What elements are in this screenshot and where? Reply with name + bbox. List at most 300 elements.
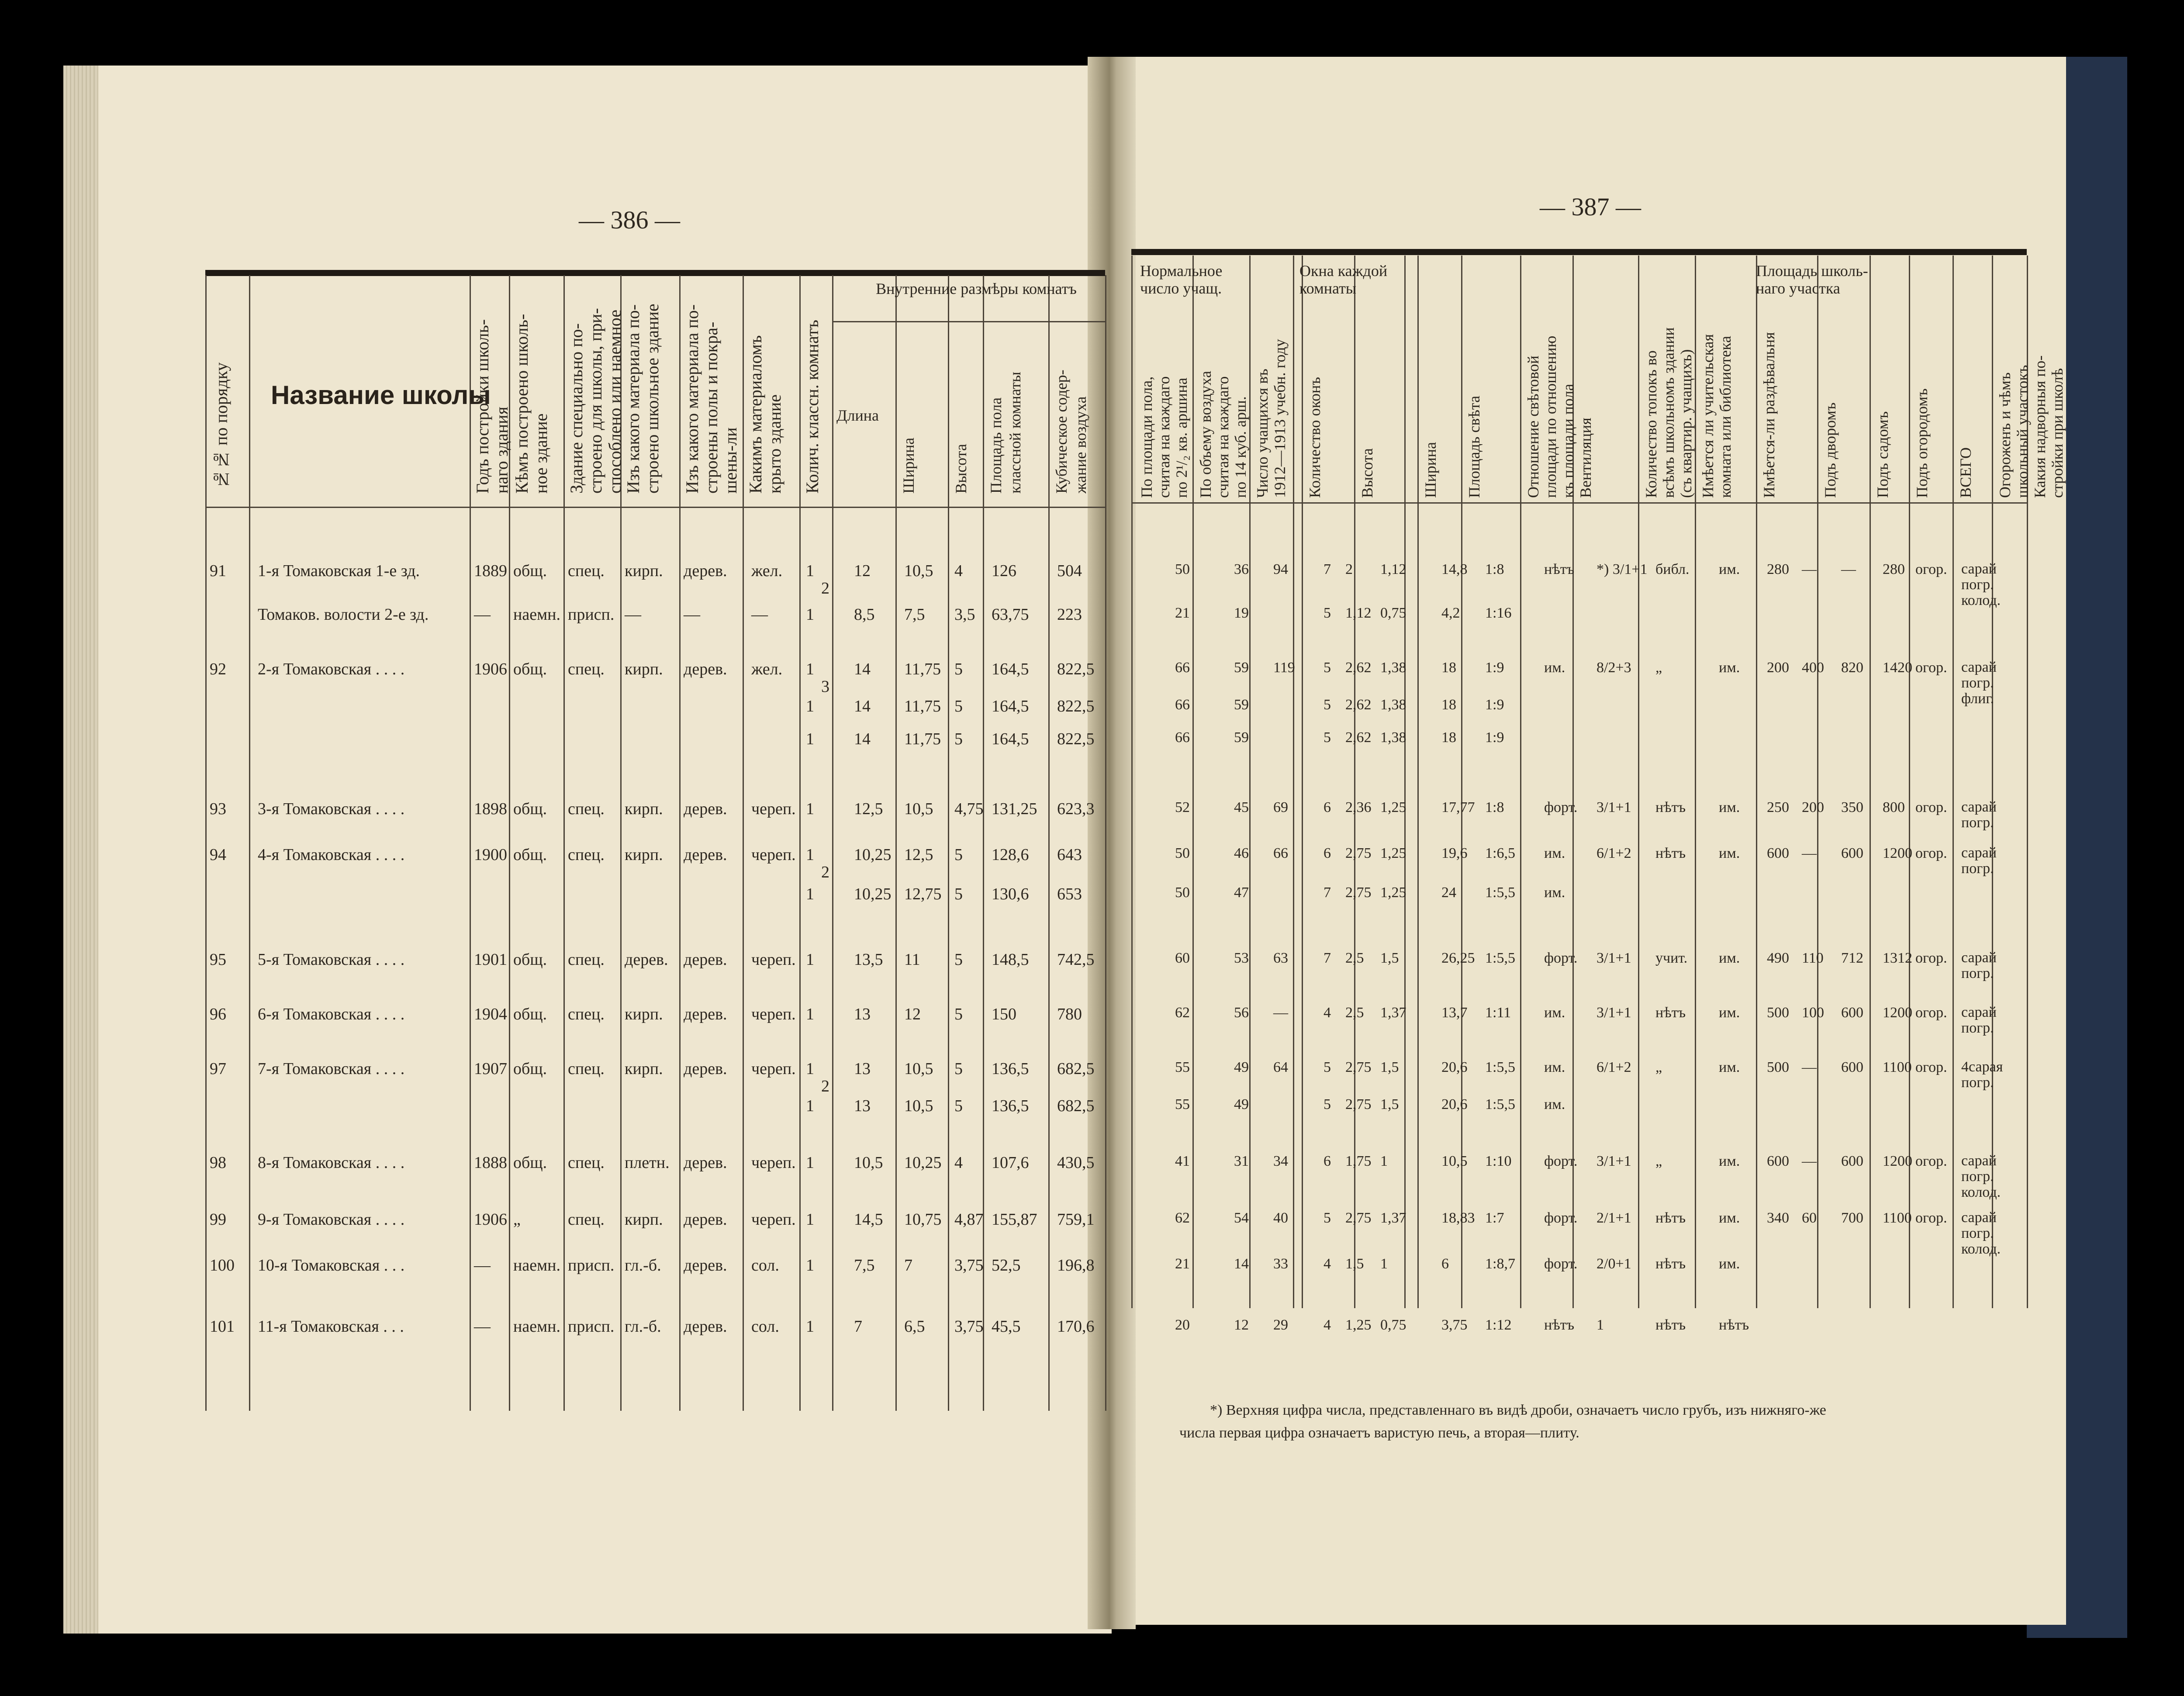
table-cell: 2,5 [1345,950,1364,966]
table-cell: 5 [954,950,963,969]
table-cell: общ. [513,660,547,678]
column-header: Годъ постройки школь- наго здания [473,319,511,494]
table-cell: 1,5 [1380,1096,1399,1112]
table-cell: 97 [210,1060,226,1078]
left-dims-line [832,321,1105,322]
table-cell: 2,75 [1345,884,1372,901]
table-cell: 4 [954,1154,963,1172]
table-cell: дерев. [684,1154,727,1172]
table-cell: 780 [1057,1005,1082,1023]
left-top-rule [205,270,1105,276]
dims-subheader: Ширина [900,437,917,494]
table-cell: 1:5,5 [1485,1059,1515,1075]
table-cell: сол. [751,1317,779,1336]
table-cell: — [1273,1005,1288,1021]
table-cell: 5 [954,1097,963,1115]
table-cell: 11-я Томаковская . . . [258,1317,404,1336]
table-cell: 400 [1802,660,1824,676]
table-cell: форт. [1544,799,1578,815]
table-cell: огор. [1915,1210,1947,1226]
table-title: Название школы [271,380,491,410]
table-cell: 1200 [1883,845,1912,861]
table-cell: 5 [1324,729,1331,746]
table-cell: им. [1719,845,1740,861]
table-cell: дерев. [684,1256,727,1275]
table-cell: 196,8 [1057,1256,1095,1275]
table-cell: 10,25 [854,885,892,903]
right-column-line [1520,256,1521,1308]
table-cell: череп. [751,800,796,818]
table-cell: 1:8 [1485,799,1504,815]
table-cell: 4сарая погр. [1961,1059,2003,1091]
footnote-line-2: числа первая цифра означаетъ варистую печь, а вторая—плиту. [1179,1425,1579,1441]
left-column-line [249,275,250,1411]
table-cell: 4-я Томаковская . . . . [258,846,405,864]
table-cell: 13,5 [854,950,883,969]
table-cell: 5 [954,885,963,903]
table-cell: — [1802,561,1817,577]
table-cell: 21 [1175,1256,1190,1272]
table-cell: 500 [1767,1005,1789,1021]
table-cell: спец. [568,800,605,818]
table-cell: дерев. [684,1210,727,1229]
table-cell: 5 [1324,697,1331,713]
table-cell: 5 [1324,660,1331,676]
table-cell: — [625,605,641,624]
table-cell: 4,75 [954,800,984,818]
table-cell: дерев. [684,1317,727,1336]
table-cell: 350 [1841,799,1863,815]
table-cell: 11,75 [904,730,941,748]
table-cell: общ. [513,846,547,864]
table-cell: форт. [1544,1153,1578,1169]
table-cell: 66 [1175,697,1190,713]
column-header: Количество оконъ [1306,377,1324,498]
table-cell: 1:10 [1485,1153,1512,1169]
column-header: Колич. классн. комнатъ [802,320,822,494]
table-cell: сарай погр. [1961,1004,1997,1036]
table-cell: 1:5,5 [1485,950,1515,966]
table-cell: нѣтъ [1655,1256,1686,1272]
table-cell: 10-я Томаковская . . . [258,1256,405,1275]
table-cell: 3-я Томаковская . . . . [258,800,405,818]
table-cell: 712 [1841,950,1863,966]
table-cell: 12 [854,562,871,580]
table-cell: 5 [954,660,963,678]
table-cell: 55 [1175,1059,1190,1075]
table-cell: 13,7 [1441,1005,1468,1021]
right-column-line [1695,256,1696,1308]
table-cell: им. [1719,561,1740,577]
column-header: Какия надворныя по- стройки при школѣ [2031,355,2066,498]
table-cell: 430,5 [1057,1154,1095,1172]
table-cell: 92 [210,660,226,678]
table-cell: 26,25 [1441,950,1475,966]
table-cell: 280 [1883,561,1905,577]
table-cell: 5 [1324,1210,1331,1226]
column-header: Высота [1358,448,1376,498]
table-cell: 2,62 [1345,660,1372,676]
table-cell: череп. [751,1154,796,1172]
table-cell: 10,5 [854,1154,883,1172]
table-cell: 150 [992,1005,1016,1023]
table-cell: 742,5 [1057,950,1095,969]
table-cell: 2/0+1 [1597,1256,1631,1272]
table-cell: 34 [1273,1153,1288,1169]
table-cell: огор. [1915,1153,1947,1169]
table-cell: 1900 [474,846,507,864]
left-column-line [563,275,565,1411]
class-group: 2 [821,863,829,881]
table-cell: 6/1+2 [1597,845,1631,861]
table-cell: 600 [1841,1153,1863,1169]
table-cell: 1:5,5 [1485,884,1515,901]
table-cell: 600 [1841,845,1863,861]
table-cell: — [1802,1059,1817,1075]
right-column-line [1354,256,1355,1308]
table-cell: им. [1544,1096,1565,1112]
column-header: Кѣмъ построено школь- ное здание [512,314,551,494]
left-column-line [895,275,897,1411]
table-cell: 13 [854,1005,871,1023]
column-header: Ширина [1422,442,1439,498]
dims-length-header: Длина [836,407,879,424]
table-cell: 1 [806,1256,814,1275]
table-cell: 1312 [1883,950,1912,966]
table-cell: сарай погр. [1961,950,1997,981]
table-cell: 3/1+1 [1597,950,1631,966]
table-cell: 6 [1441,1256,1449,1272]
table-cell: 95 [210,950,226,969]
table-cell: 10,5 [904,1097,933,1115]
table-cell: 4 [1324,1317,1331,1333]
table-cell: 128,6 [992,846,1029,864]
table-cell: 62 [1175,1210,1190,1226]
table-cell: 820 [1841,660,1863,676]
table-cell: 1 [1597,1317,1604,1333]
table-cell: 1907 [474,1060,507,1078]
table-cell: — [474,1317,491,1336]
table-cell: 682,5 [1057,1097,1095,1115]
dims-subheader: Кубическое содер- жание воздуха [1053,370,1089,494]
table-cell: 91 [210,562,226,580]
table-cell: 1:11 [1485,1005,1511,1021]
table-cell: 1:9 [1485,660,1504,676]
table-cell: — [751,605,768,624]
table-cell: 93 [210,800,226,818]
table-cell: дерев. [684,1060,727,1078]
column-header: Подъ огородомъ [1913,388,1931,498]
table-cell: 64 [1273,1059,1288,1075]
table-cell: им. [1719,660,1740,676]
table-cell: 1906 [474,660,507,678]
table-cell: 1 [806,730,814,748]
table-cell: 500 [1767,1059,1789,1075]
right-column-line [1952,256,1954,1308]
table-cell: 682,5 [1057,1060,1095,1078]
table-cell: 1889 [474,562,507,580]
right-column-line [1417,256,1419,1308]
table-cell: сарай погр. [1961,845,1997,877]
table-cell: нѣтъ [1655,799,1686,815]
table-cell: 14 [854,660,871,678]
right-column-line [1404,256,1406,1308]
table-cell: 1,38 [1380,660,1406,676]
table-cell: 19 [1234,605,1249,621]
table-cell: сарай погр. [1961,799,1997,831]
table-cell: кирп. [625,1005,663,1023]
table-cell: 1 [806,1154,814,1172]
table-cell: „ [1655,1153,1662,1169]
table-cell: 3/1+1 [1597,1153,1631,1169]
class-group: 2 [821,579,829,598]
table-cell: 2,75 [1345,1210,1372,1226]
table-cell: огор. [1915,561,1947,577]
table-cell: 14 [854,697,871,715]
table-cell: 1 [806,846,814,864]
right-column-line [1249,256,1251,1308]
column-header: Имѣется-ли раздѣвальня [1760,332,1778,498]
table-cell: присп. [568,1317,615,1336]
table-cell: кирп. [625,1060,663,1078]
table-cell: кирп. [625,660,663,678]
table-cell: 47 [1234,884,1249,901]
table-cell: 6,5 [904,1317,925,1336]
table-cell: 9-я Томаковская . . . . [258,1210,405,1229]
table-cell: 7 [1324,561,1331,577]
table-cell: 10,5 [904,562,933,580]
table-cell: 1,38 [1380,729,1406,746]
table-cell: 1100 [1883,1210,1912,1226]
table-cell: 6/1+2 [1597,1059,1631,1075]
table-cell: 1 [806,1097,814,1115]
table-cell: 1100 [1883,1059,1912,1075]
dims-header: Внутренние размѣры комнатъ [876,280,1077,297]
table-cell: 14 [854,730,871,748]
left-column-line [948,275,949,1411]
table-cell: — [474,1256,491,1275]
table-cell: сарай погр. колод. [1961,1209,2001,1257]
table-cell: 623,3 [1057,800,1095,818]
table-cell: им. [1719,1005,1740,1021]
table-cell: 1 [1380,1256,1388,1272]
column-header: Число учащихся въ 1912—1913 учебн. году [1254,339,1289,498]
table-cell: 1420 [1883,660,1912,676]
table-cell: присп. [568,1256,615,1275]
table-cell: сарай погр. колод. [1961,561,2001,608]
table-cell: 164,5 [992,697,1029,715]
table-cell: 60 [1175,950,1190,966]
table-cell: 1 [806,950,814,969]
table-cell: *) 3/1+1 [1597,561,1648,577]
table-cell: череп. [751,846,796,864]
table-cell: 1:9 [1485,697,1504,713]
right-column-line [1817,256,1818,1308]
table-cell: 17,77 [1441,799,1475,815]
table-cell: 800 [1883,799,1905,815]
table-cell: наемн. [513,605,560,624]
table-cell: 101 [210,1317,235,1336]
left-column-line [205,275,207,1411]
table-cell: 3,75 [954,1317,984,1336]
right-header-line [1131,502,2027,504]
table-cell: 1901 [474,950,507,969]
table-cell: 45 [1234,799,1249,815]
table-cell: им. [1719,950,1740,966]
dims-subheader: Площадь пола классной комнаты [987,372,1024,494]
table-cell: 5 [954,1005,963,1023]
table-cell: 69 [1273,799,1288,815]
table-cell: 1 [806,1005,814,1023]
table-cell: 8/2+3 [1597,660,1631,676]
table-cell: 52,5 [992,1256,1021,1275]
table-cell: 164,5 [992,660,1029,678]
table-cell: 6-я Томаковская . . . . [258,1005,405,1023]
table-cell: 18 [1441,729,1456,746]
table-cell: 1,25 [1345,1317,1372,1333]
table-cell: 7 [854,1317,862,1336]
table-cell: 155,87 [992,1210,1037,1229]
right-page-number: — 387 — [1540,193,1641,221]
right-column-line [1461,256,1462,1308]
table-cell: 1 [806,605,814,624]
right-column-line [1638,256,1639,1308]
table-cell: 49 [1234,1096,1249,1112]
table-cell: им. [1544,884,1565,901]
table-cell: 41 [1175,1153,1190,1169]
table-cell: спец. [568,1060,605,1078]
table-cell: им. [1544,1005,1565,1021]
table-cell: дерев. [684,800,727,818]
table-cell: нѣтъ [1719,1317,1749,1333]
table-cell: 1,38 [1380,697,1406,713]
table-cell: жел. [751,660,783,678]
table-cell: 1:8 [1485,561,1504,577]
table-cell: 126 [992,562,1016,580]
table-cell: 340 [1767,1210,1789,1226]
column-header: Площадь свѣта [1465,395,1483,498]
table-cell: 1 [806,1060,814,1078]
group-header: Нормальное число учащ. [1140,262,1223,297]
class-group: 3 [821,677,829,696]
table-cell: 1:7 [1485,1210,1504,1226]
table-cell: 10,5 [904,1060,933,1078]
table-cell: 131,25 [992,800,1037,818]
table-cell: жел. [751,562,783,580]
table-cell: 20,6 [1441,1059,1468,1075]
table-cell: 223 [1057,605,1082,624]
column-header: Количество топокъ во всѣмъ школьномъ здании (съ квартир. учащихъ) [1642,327,1695,498]
table-cell: им. [1544,845,1565,861]
table-cell: 600 [1767,845,1789,861]
table-cell: 59 [1234,660,1249,676]
table-cell: 14,8 [1441,561,1468,577]
right-column-line [1302,256,1303,1308]
table-cell: общ. [513,562,547,580]
table-cell: 1 [806,697,814,715]
table-cell: 14,5 [854,1210,883,1229]
table-cell: 56 [1234,1005,1249,1021]
class-group: 2 [821,1077,829,1095]
table-cell: присп. [568,605,615,624]
table-cell: 54 [1234,1210,1249,1226]
table-cell: им. [1719,1153,1740,1169]
table-cell: 1:12 [1485,1317,1512,1333]
table-cell: 4,2 [1441,605,1460,621]
table-cell: 96 [210,1005,226,1023]
table-cell: 4,87 [954,1210,984,1229]
table-cell: 170,6 [1057,1317,1095,1336]
table-cell: им. [1544,1059,1565,1075]
table-cell: 29 [1273,1317,1288,1333]
table-cell: 5 [954,1060,963,1078]
table-cell: — [474,605,491,624]
table-cell: 5 [954,846,963,864]
table-cell: 2/1+1 [1597,1210,1631,1226]
table-cell: 280 [1767,561,1789,577]
group-header: Площадь школь- наго участка [1756,262,1868,297]
table-cell: гл.-б. [625,1256,661,1275]
table-cell: 2 [1345,561,1353,577]
table-cell: нѣтъ [1655,1210,1686,1226]
left-column-line [832,275,833,1411]
left-column-line [1105,275,1106,1411]
table-cell: 1,12 [1345,605,1372,621]
column-header: Отношение свѣтовой площади по отношению къ площади пола [1524,335,1577,498]
column-header: Вентиляция [1577,418,1594,498]
table-cell: 3/1+1 [1597,1005,1631,1021]
table-cell: 600 [1841,1059,1863,1075]
table-cell: „ [1655,1059,1662,1075]
left-page-number: — 386 — [579,206,680,234]
table-cell: спец. [568,950,605,969]
column-header: Имѣется ли учительская комната или библиотека [1699,334,1734,498]
table-cell: 148,5 [992,950,1029,969]
table-cell: 53 [1234,950,1249,966]
table-cell: 6 [1324,845,1331,861]
table-cell: сол. [751,1256,779,1275]
table-cell: общ. [513,1060,547,1078]
table-cell: 110 [1802,950,1824,966]
table-cell: наемн. [513,1317,560,1336]
table-cell: 7 [1324,950,1331,966]
table-cell: 4 [954,562,963,580]
table-cell: форт. [1544,1256,1578,1272]
table-cell: спец. [568,846,605,864]
column-header: Подъ дворомъ [1821,402,1839,498]
table-cell: 24 [1441,884,1456,901]
table-cell: 1 [806,1210,814,1229]
table-cell: 1 [806,800,814,818]
table-cell: 600 [1767,1153,1789,1169]
table-cell: 50 [1175,561,1190,577]
table-cell: 5 [954,697,963,715]
table-cell: 5 [1324,605,1331,621]
table-cell: 7 [1324,884,1331,901]
table-cell: 12 [904,1005,921,1023]
table-cell: — [1802,845,1817,861]
table-cell: 1888 [474,1154,507,1172]
right-column-line [1909,256,1910,1308]
table-cell: форт. [1544,1210,1578,1226]
column-header: По площади пола, считая на каждаго по 2¹/₂ кв. аршина [1138,376,1190,498]
right-column-line [1293,256,1294,1308]
table-cell: череп. [751,1005,796,1023]
table-cell: 7,5 [854,1256,875,1275]
column-header: Огороженъ и чѣмъ школьный участокъ [1996,365,2031,498]
table-cell: „ [513,1210,521,1229]
table-cell: сарай погр. флиг. [1961,659,1997,707]
